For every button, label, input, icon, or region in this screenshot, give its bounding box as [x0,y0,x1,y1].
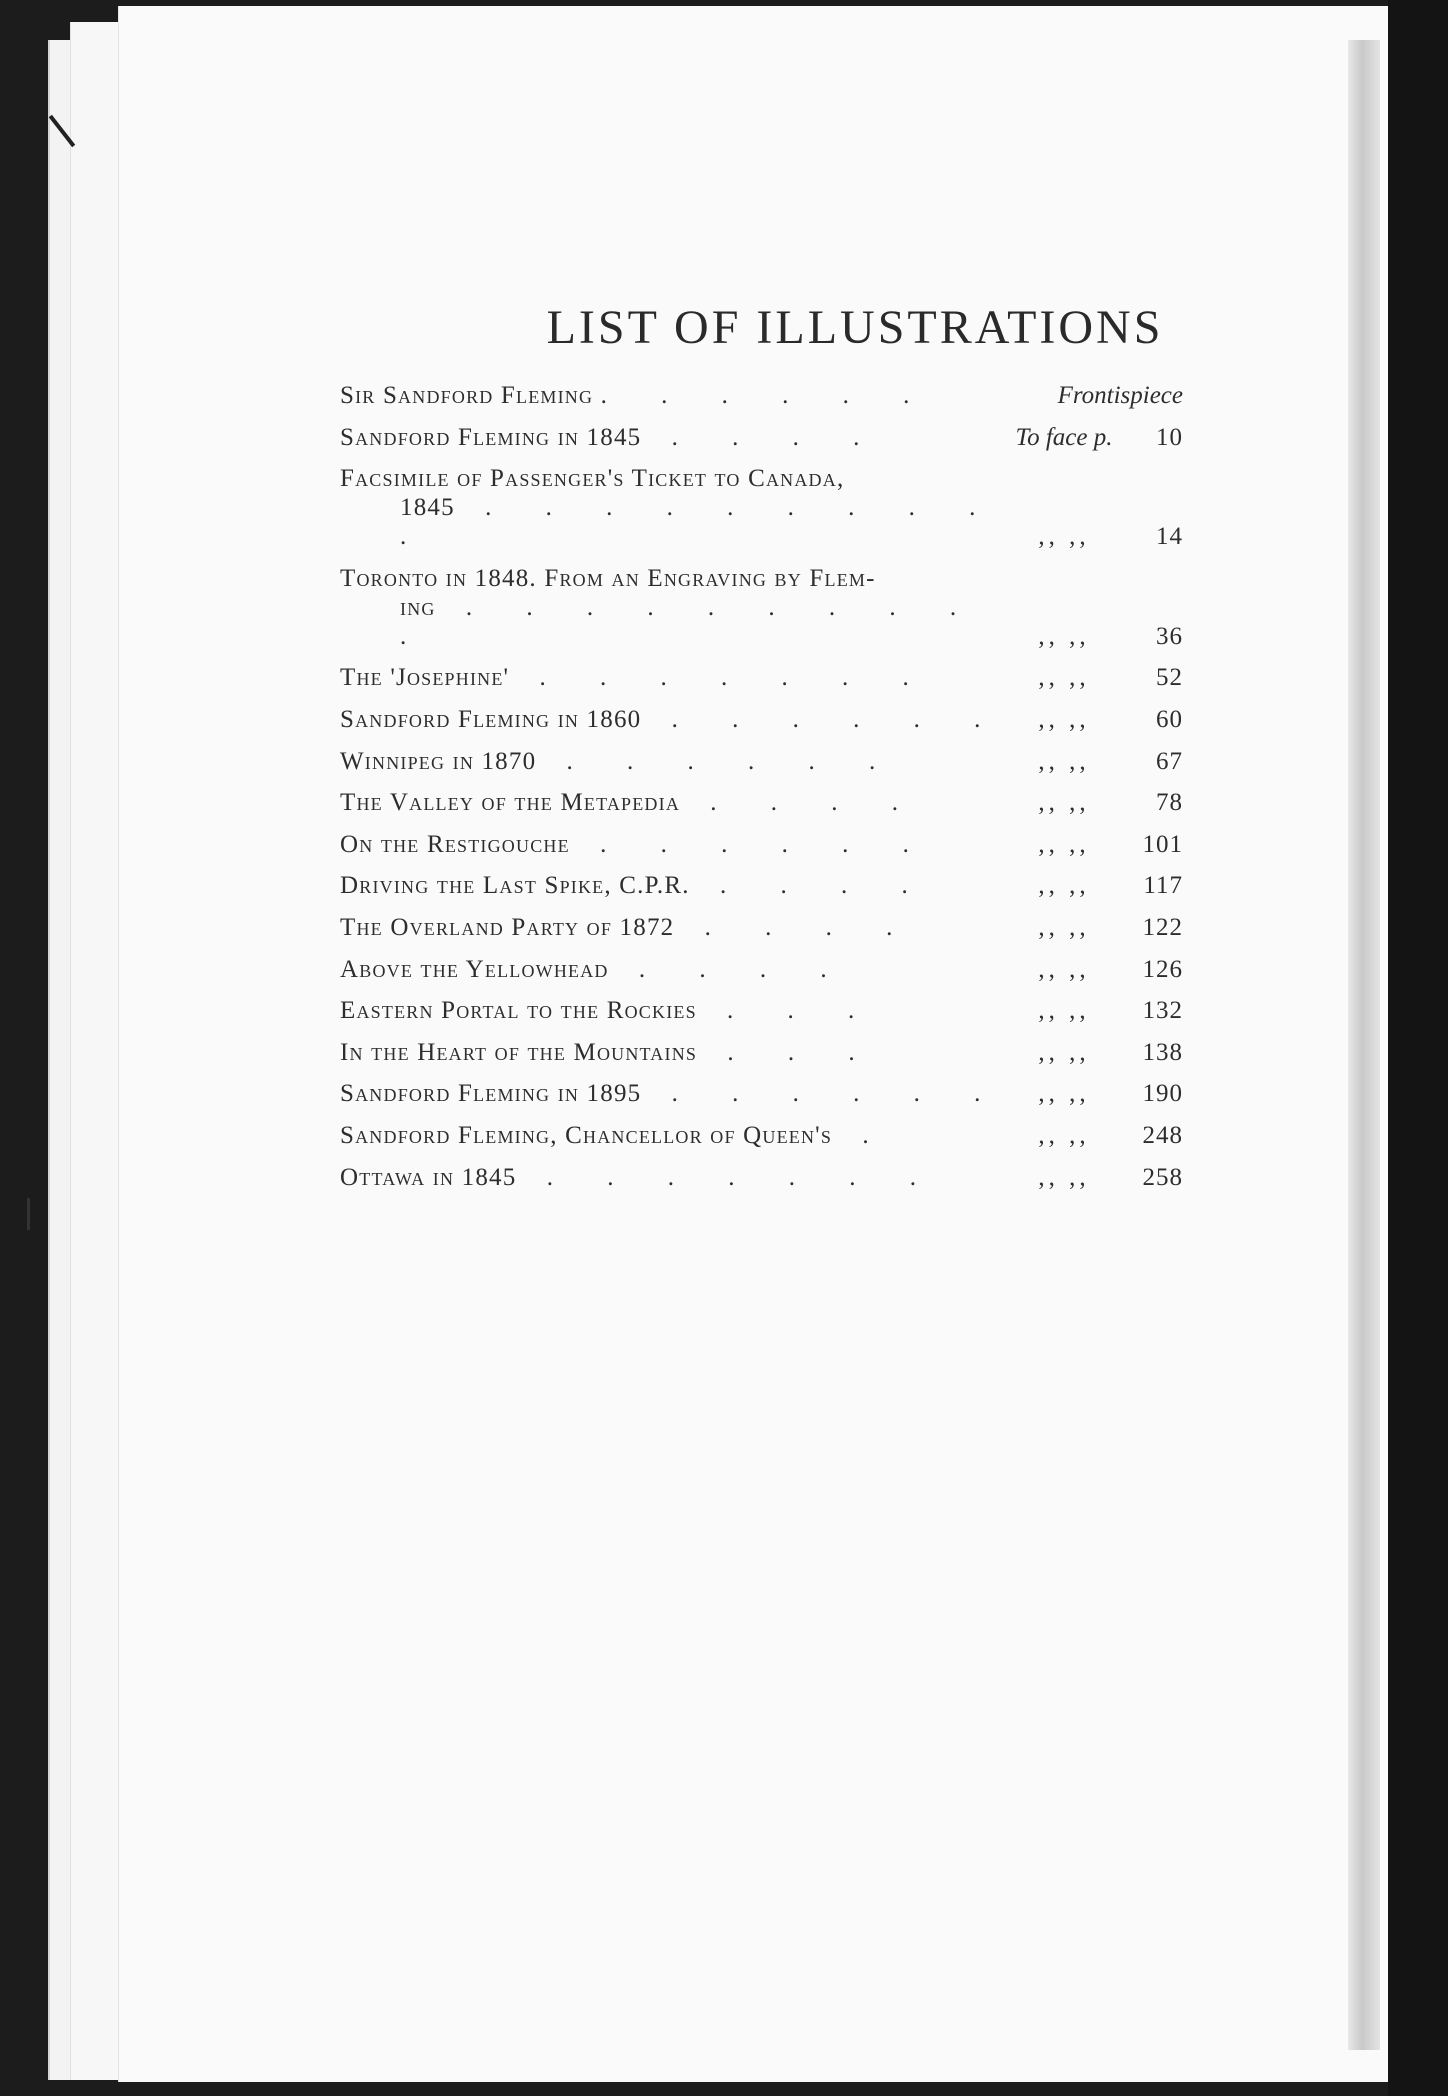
caption [340,564,1005,651]
facing-label: ,, ,, [1038,1080,1090,1108]
caption-text: Sandford Fleming in 1895 [340,1080,642,1108]
dot-leader: . . . [696,997,879,1025]
dot-leader: . . . . [641,423,884,451]
caption-line [340,830,1005,859]
caption-line [340,663,1005,692]
caption-line [340,788,1005,817]
caption-text: In the Heart of the Mountains [340,1038,698,1066]
caption [340,663,1005,692]
dot-leader: . . . . . . [641,705,1005,733]
caption-text: Facsimile of Passenger's Ticket to Canada, [340,465,845,493]
caption-line [340,955,1005,984]
list-item [340,913,1240,942]
caption [340,747,1005,776]
list-item [340,464,1240,551]
page-number: 60 [1156,705,1183,733]
dot-leader: . . . . . . [641,1080,1005,1108]
caption [340,955,1005,984]
dot-leader: . . . . . . [536,747,900,775]
caption-line [340,871,1005,900]
caption-text: Winnipeg in 1870 [340,747,537,775]
dot-leader: . . . [697,1038,879,1066]
caption [340,381,1005,410]
caption [340,996,1005,1025]
facing-label: ,, ,, [1038,789,1090,817]
page-number: 36 [1156,622,1183,650]
caption-line [340,747,1005,776]
dot-leader: . . . . . . . . . . [400,494,1000,551]
list-item [340,1163,1240,1192]
caption-text: Sir Sandford Fleming [340,382,594,409]
caption-text: Sandford Fleming in 1860 [340,705,642,733]
caption-text: Above the Yellowhead [340,955,609,983]
facing-label: ,, ,, [1038,830,1090,858]
facing-label: ,, ,, [1038,664,1090,692]
caption [340,913,1005,942]
caption-text: Driving the Last Spike, C.P.R. [340,872,690,900]
caption [340,1038,1005,1067]
caption-line [340,493,1005,551]
dot-leader: . [832,1121,893,1149]
list-item [340,381,1240,410]
caption [340,1121,1005,1150]
page-number: 101 [1142,830,1183,858]
caption-line [340,913,1005,942]
dot-leader: . . . . . . [600,382,934,409]
caption-line [340,1163,1005,1192]
page-title: LIST OF ILLUSTRATIONS [546,301,1164,354]
caption [340,1079,1005,1108]
entries [340,423,1240,1192]
dot-leader: . . . . [674,913,917,941]
facing-label: ,, ,, [1038,955,1090,983]
facing-label: ,, ,, [1038,705,1090,733]
list-item [340,663,1240,692]
dot-leader: . . . . [608,955,851,983]
dot-leader: . . . . . . . [516,1163,940,1191]
page-number: 67 [1156,747,1183,775]
caption [340,830,1005,859]
caption-text: Sandford Fleming in 1845 [340,423,642,451]
caption-text: The Valley of the Metapedia [340,789,681,817]
page-number: 258 [1142,1163,1183,1191]
list-item [340,830,1240,859]
caption [340,788,1005,817]
caption-line [340,1079,1005,1108]
caption-line [340,1121,1005,1150]
caption-text: Ottawa in 1845 [340,1163,517,1191]
dot-leader: . . . . [680,789,923,817]
page-number: 126 [1142,955,1183,983]
caption-line [340,423,1005,452]
caption-text: Sandford Fleming, Chancellor of Queen's [340,1121,833,1149]
scan-mark [27,1198,30,1230]
page-number: 132 [1142,997,1183,1025]
facing-label: ,, ,, [1038,1121,1090,1149]
caption-line [340,593,1005,651]
dot-leader: . . . . [689,872,932,900]
page-number: 248 [1142,1121,1183,1149]
caption-line [340,564,1005,593]
caption [340,423,1005,452]
page-number: 117 [1143,872,1183,900]
caption-text: ing [400,593,436,621]
caption-text: The Overland Party of 1872 [340,913,675,941]
caption [340,464,1005,551]
page-number: 122 [1142,913,1183,941]
facing-label: To face p. [1015,423,1113,451]
facing-label: ,, ,, [1038,622,1090,650]
facing-label: ,, ,, [1038,1163,1090,1191]
facing-label: ,, ,, [1038,913,1090,941]
dot-leader: . . . . . . . . . . [400,593,981,650]
facing-label: Frontispiece [1057,382,1183,409]
page-number: 190 [1142,1080,1183,1108]
list-item [340,1079,1240,1108]
dot-leader: . . . . . . . [509,664,933,692]
caption-line [340,705,1005,734]
list-item [340,747,1240,776]
list-item [340,871,1240,900]
dot-leader: . . . . . . [569,830,933,858]
caption-text: Eastern Portal to the Rockies [340,997,697,1025]
caption-line [340,464,1005,493]
page-edge-shadow [1348,40,1380,2050]
caption-line [340,996,1005,1025]
caption-text: 1845 [400,494,455,522]
list-item [340,1038,1240,1067]
illustration-list [340,300,1240,1204]
list-item [340,1121,1240,1150]
caption-text: Toronto in 1848. From an Engraving by Flem- [340,564,876,592]
page-number: 10 [1156,423,1183,451]
page-number: 78 [1156,789,1183,817]
facing-label: ,, ,, [1038,523,1090,551]
facing-label: ,, ,, [1038,872,1090,900]
facing-label: ,, ,, [1038,747,1090,775]
caption-text: On the Restigouche [340,830,570,858]
list-item [340,996,1240,1025]
facing-label: ,, ,, [1038,1038,1090,1066]
caption [340,1163,1005,1192]
page-number: 52 [1156,664,1183,692]
facing-label: ,, ,, [1038,997,1090,1025]
list-item [340,705,1240,734]
caption [340,705,1005,734]
list-item [340,423,1240,452]
list-item [340,564,1240,651]
page-number: 138 [1142,1038,1183,1066]
list-item [340,955,1240,984]
caption [340,871,1005,900]
page-number: 14 [1156,523,1183,551]
list-item [340,788,1240,817]
scan-background [1388,0,1448,2096]
caption-line [340,1038,1005,1067]
caption-text: The 'Josephine' [340,664,510,692]
